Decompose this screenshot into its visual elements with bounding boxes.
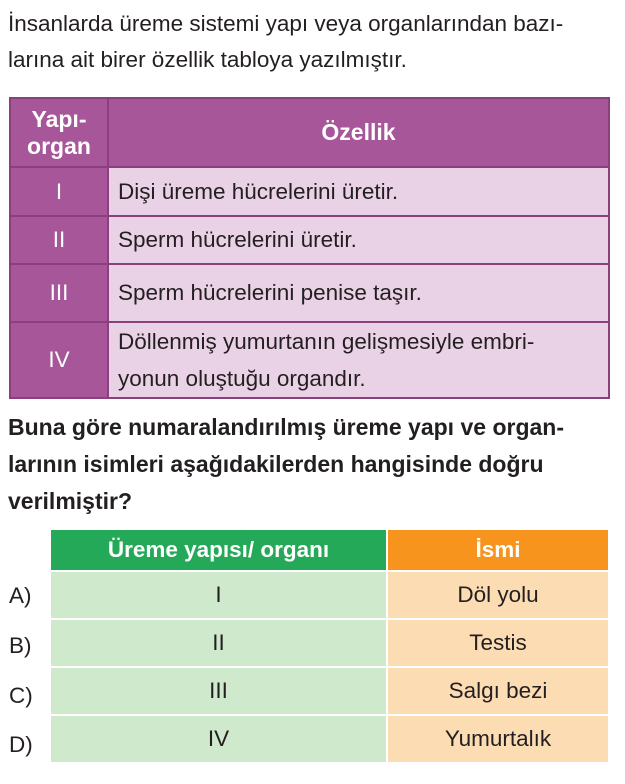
- question-line-3: verilmiştir?: [8, 488, 132, 514]
- intro-line-2: larına ait birer özellik tabloya yazılmıştır.: [8, 47, 407, 72]
- option-name: Testis: [387, 619, 609, 667]
- options-table: [49, 528, 610, 764]
- header-property: Özellik: [108, 98, 609, 167]
- row-number: III: [10, 264, 108, 322]
- row-number: II: [10, 216, 108, 264]
- question-line-1: Buna göre numaralandırılmış üreme yapı ve organ-: [8, 414, 564, 440]
- question-line-2: larının isimleri aşağıdakilerden hangisinde doğru: [8, 451, 544, 477]
- option-structure: I: [50, 571, 387, 619]
- header-col1-line2: organ: [27, 132, 91, 159]
- option-name: Yumurtalık: [387, 715, 609, 763]
- intro-line-1: İnsanlarda üreme sistemi yapı veya organlarından bazı-: [8, 11, 564, 36]
- option-structure: III: [50, 667, 387, 715]
- row-property-line2: yonun oluştuğu organdır.: [118, 366, 366, 391]
- option-letter-c[interactable]: C): [9, 683, 33, 708]
- table-row: [10, 216, 609, 264]
- header-name: İsmi: [387, 529, 609, 571]
- option-name: Döl yolu: [387, 571, 609, 619]
- option-letter-d[interactable]: D): [9, 732, 33, 757]
- header-col1-line1: Yapı-: [31, 105, 87, 132]
- table-row: [10, 167, 609, 216]
- table-row: [10, 264, 609, 322]
- option-row-c[interactable]: [50, 667, 609, 715]
- row-property: Dişi üreme hücrelerini üretir.: [108, 167, 609, 216]
- option-name: Salgı bezi: [387, 667, 609, 715]
- option-structure: II: [50, 619, 387, 667]
- option-row-b[interactable]: [50, 619, 609, 667]
- row-number: I: [10, 167, 108, 216]
- row-property-line1: Döllenmiş yumurtanın gelişmesiyle embri-: [118, 329, 535, 354]
- properties-table: [9, 97, 610, 399]
- option-letter-b[interactable]: B): [9, 633, 32, 658]
- header-structure: Üreme yapısı/ organı: [50, 529, 387, 571]
- row-property: Sperm hücrelerini penise taşır.: [108, 264, 609, 322]
- table-row: [10, 322, 609, 398]
- properties-table-header: [10, 98, 609, 167]
- options-table-header: [50, 529, 609, 571]
- row-property: Sperm hücrelerini üretir.: [108, 216, 609, 264]
- option-structure: IV: [50, 715, 387, 763]
- header-structure-organ: [10, 98, 108, 167]
- row-property: [108, 322, 609, 398]
- option-row-d[interactable]: [50, 715, 609, 763]
- option-row-a[interactable]: [50, 571, 609, 619]
- question-text: [8, 409, 611, 520]
- intro-text: [8, 6, 613, 78]
- row-number: IV: [10, 322, 108, 398]
- option-letter-a[interactable]: A): [9, 583, 32, 608]
